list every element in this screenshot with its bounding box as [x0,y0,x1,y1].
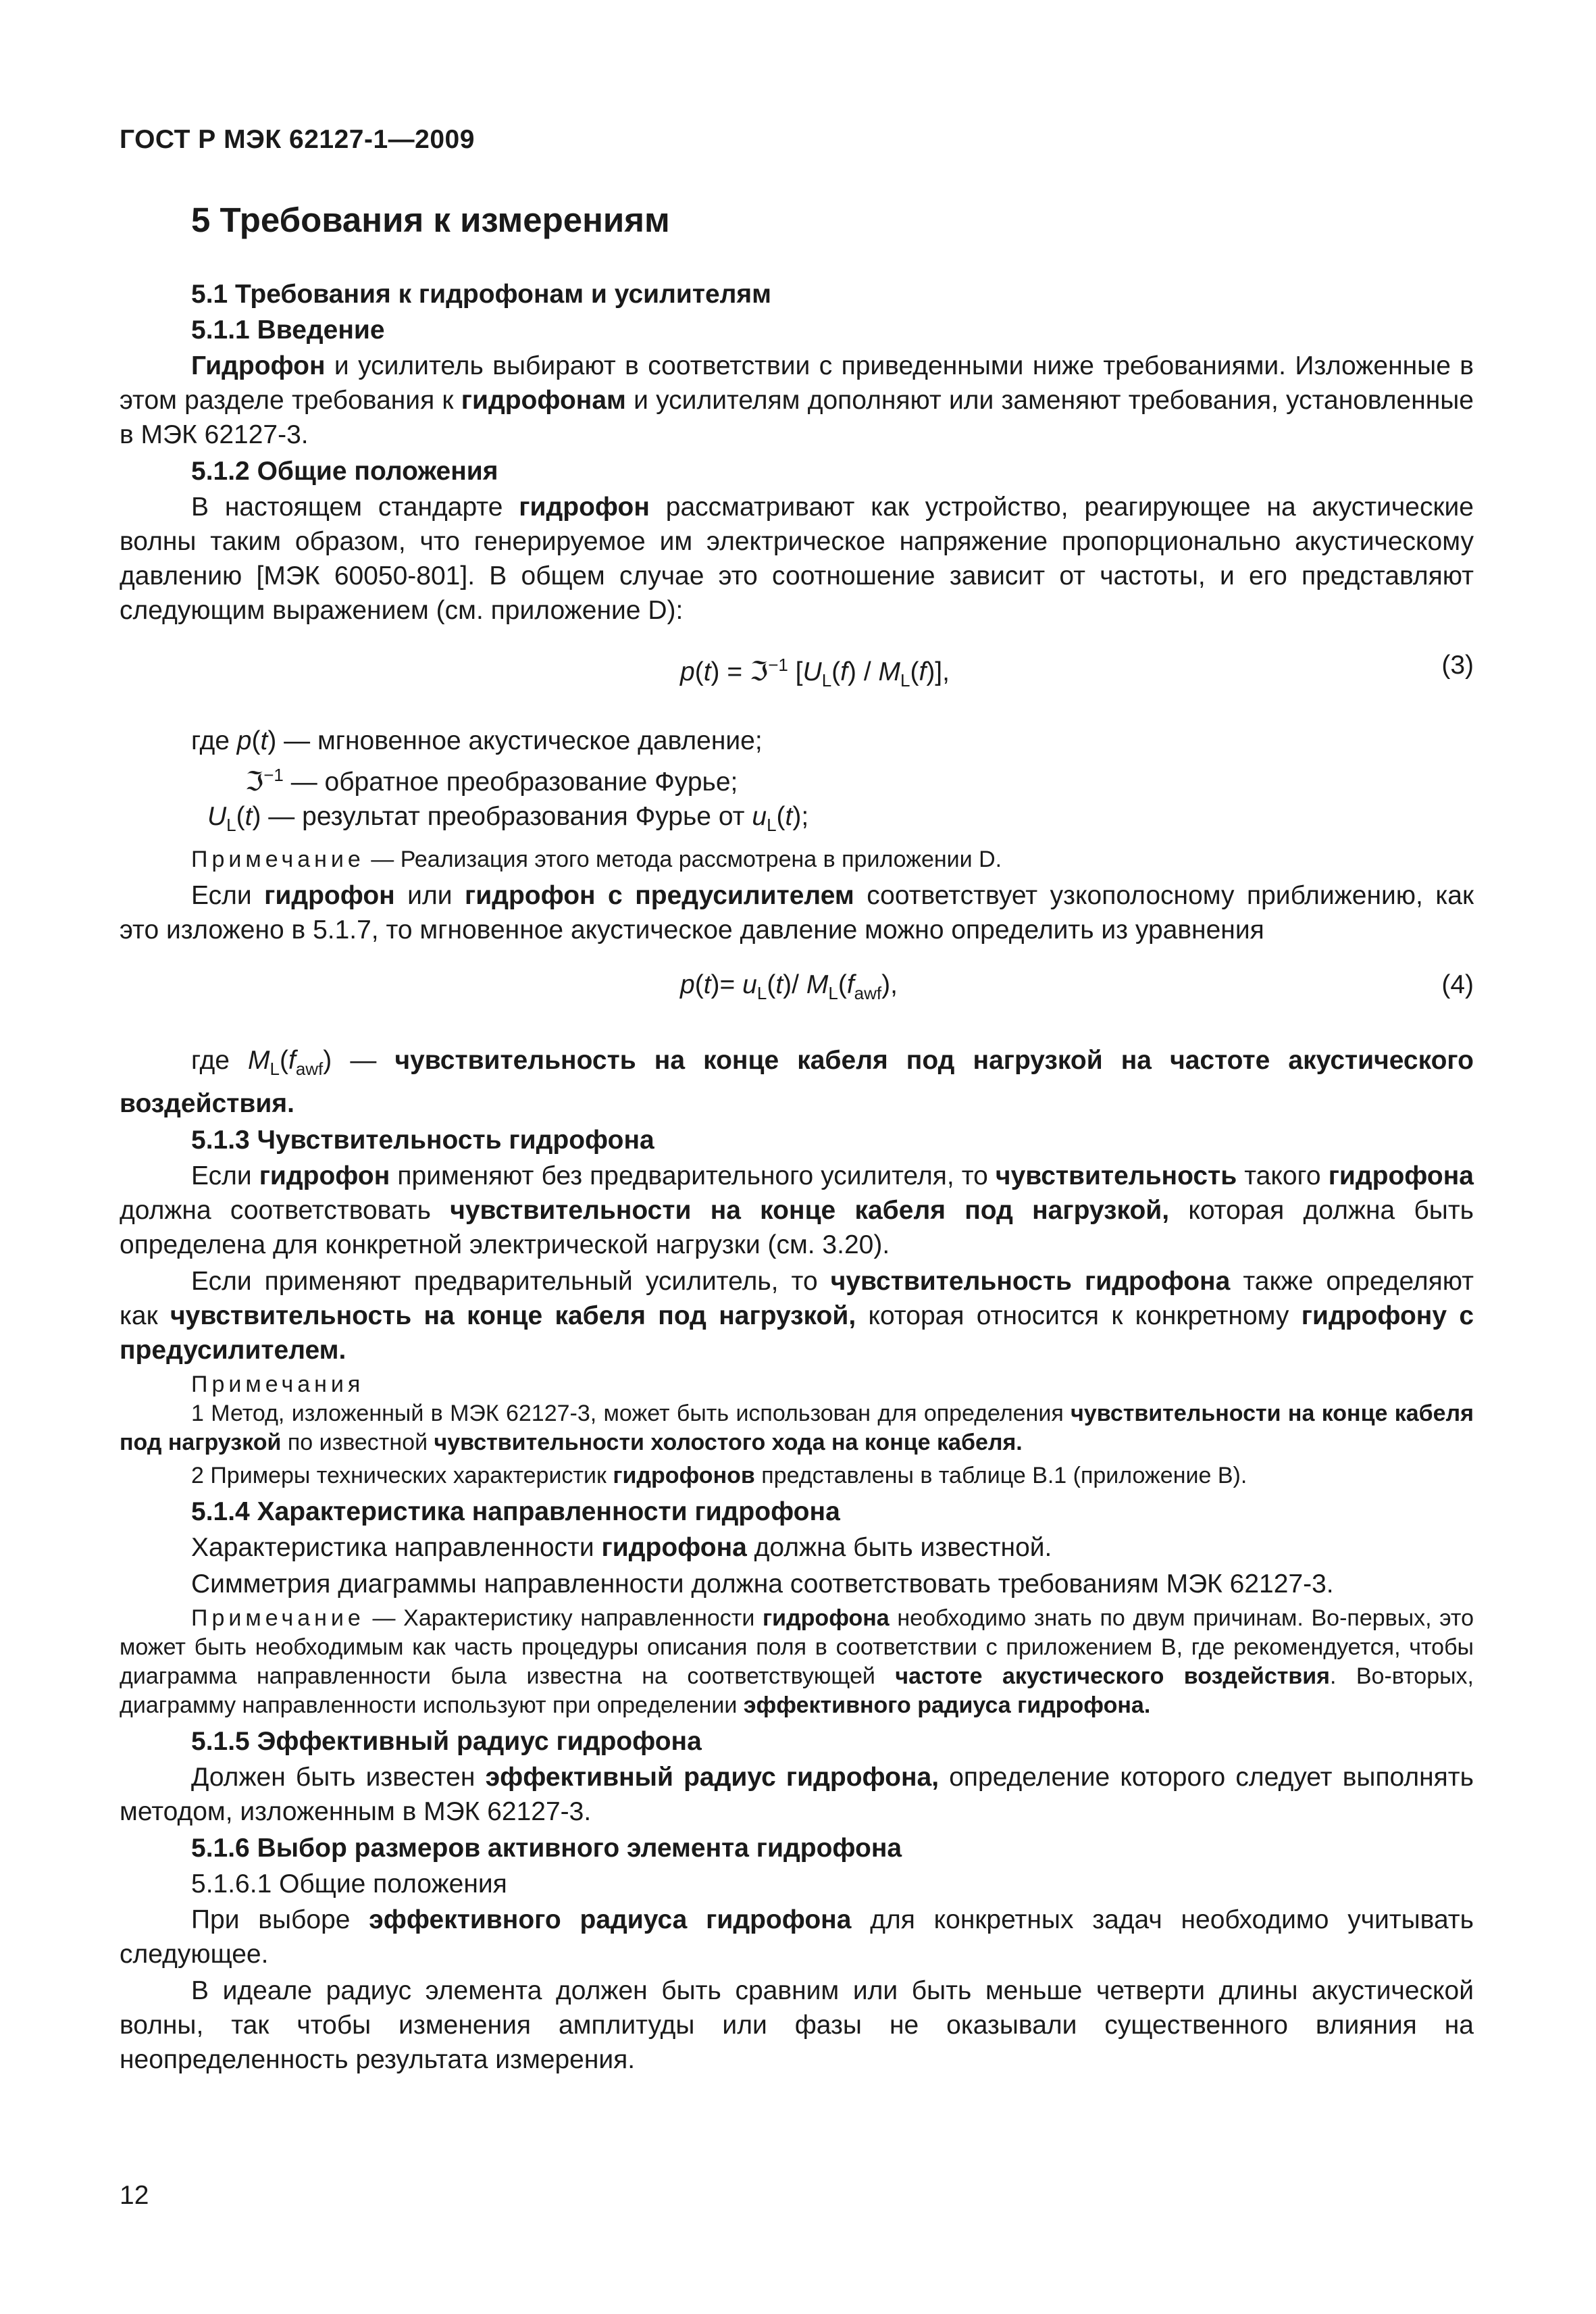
document-header: ГОСТ Р МЭК 62127-1—2009 [120,125,475,154]
heading-5-1-3: 5.1.3 Чувствительность гидрофона [191,1125,654,1155]
paragraph-5-1-6-b: В идеале радиус элемента должен быть сравним или быть меньше четверти длины акустической волны, так чтобы изменения амплитуды или фазы не оказывали существенного влияния на неопределенность результата измерения. [120,1976,1474,2074]
paragraph-5-1-2-narrowband: Если гидрофон или гидрофон с предусилителем соответствует узкополосному приближению, как это изложено в 5.1.7, то мгновенное акустическое давление можно определить из уравнения [120,880,1474,945]
formula-3-expression: p(t) = ℑ$^{-1}$ $[U_L(f) / M_L(f)]$, [680,655,950,690]
section-title: 5 Требования к измерениям [191,201,670,239]
paragraph-5-1-4-a: Характеристика направленности гидрофона должна быть известной. [191,1532,1052,1562]
paragraph-5-1-5: Должен быть известен эффективный радиус гидрофона, определение которого следует выполнять методом, изложенным в МЭК 62127-3. [120,1762,1474,1826]
heading-5-1-6-1: 5.1.6.1 Общие положения [191,1869,507,1898]
formula-3 [120,648,1474,697]
formula-4-number: (4) [1441,970,1474,999]
formula-4-expression: $p(t)= u_L(t)/$ $M_L(f_{awf})$, [680,970,898,1003]
heading-5-1-6: 5.1.6 Выбор размеров активного элемента гидрофона [191,1833,902,1863]
paragraph-5-1-6-a: При выборе эффективного радиуса гидрофона для конкретных задач необходимо учитывать следующее. [120,1905,1474,1969]
paragraph-5-1-2: В настоящем стандарте гидрофон рассматривают как устройство, реагирующее на акустические волны таким образом, что генерируемое им электрическое напряжение пропорционально акустическому давлению [МЭК 60050-801]. В общем случае это соотношение зависит от частоты, и его представляют следующим выражением (см. приложение D): [120,493,1474,625]
note-5-1-3-2: 2 Примеры технических характеристик гидрофонов представлены в таблице В.1 (приложение В). [191,1462,1247,1488]
heading-5-1-1: 5.1.1 Введение [191,316,385,345]
document-body [120,277,1474,2079]
heading-5-1: 5.1 Требования к гидрофонам и усилителям [191,280,772,309]
paragraph-5-1-1: Гидрофон и усилитель выбирают в соответствии с приведенными ниже требованиями. Изложенные в этом разделе требования к гидрофонам и усилителям дополняют или заменяют требования, установленные в МЭК 62127-3. [120,351,1474,449]
paragraph-5-1-3-a: Если гидрофон применяют без предварительного усилителя, то чувствительность такого гидрофона должна соответствовать чувствительности на конце кабеля под нагрузкой, которая должна быть определена для конкретной электрической нагрузки (см. 3.20). [120,1161,1474,1259]
heading-5-1-5: 5.1.5 Эффективный радиус гидрофона [191,1726,702,1756]
notes-label-5-1-3: Примечания [191,1371,365,1397]
formula-3-number: (3) [1441,651,1474,680]
page-number: 12 [120,2181,149,2210]
note-5-1-3-1: 1 Метод, изложенный в МЭК 62127-3, может быть использован для определения чувствительности на конце кабеля под нагрузкой по известной чувствительности холостого хода на конце кабеля. [120,1400,1474,1455]
legend-line-2: ℑ$^{-1}$ — обратное преобразование Фурье; [245,765,738,797]
paragraph-5-1-3-b: Если применяют предварительный усилитель, то чувствительность гидрофона также определяют как чувствительность на конце кабеля под нагрузкой, которая относится к конкретному гидрофону с предусилителем. [120,1266,1474,1365]
heading-5-1-2: 5.1.2 Общие положения [191,457,498,486]
note-5-1-4: Примечание — Характеристику направленности гидрофона необходимо знать по двум причинам. Во-первых, это может быть необходимым как часть процедуры описания поля в соответствии с приложением В, где рекомендуется, чтобы диаграмма направленности была известна на соответствующей частоте акустического воздействия. Во-вторых, диаграмму направленности используют при определении эффективного радиуса гидрофона. [120,1605,1474,1718]
heading-5-1-4: 5.1.4 Характеристика направленности гидрофона [191,1496,840,1526]
legend-formula-4: где $M_L(f_{awf})$ — чувствительность на конце кабеля под нагрузкой на частоте акустического воздействия. [120,1045,1474,1118]
note-5-1-2: Примечание — Реализация этого метода рассмотрена в приложении D. [191,846,1002,872]
formula-4 [120,967,1474,1016]
legend-line-1: где p(t) — мгновенное акустическое давление; [191,726,763,755]
paragraph-5-1-4-b: Симметрия диаграммы направленности должна соответствовать требованиям МЭК 62127-3. [191,1569,1334,1599]
legend-line-3: $U_L(t)$ — результат преобразования Фурье от $u_L(t)$; [207,802,809,835]
